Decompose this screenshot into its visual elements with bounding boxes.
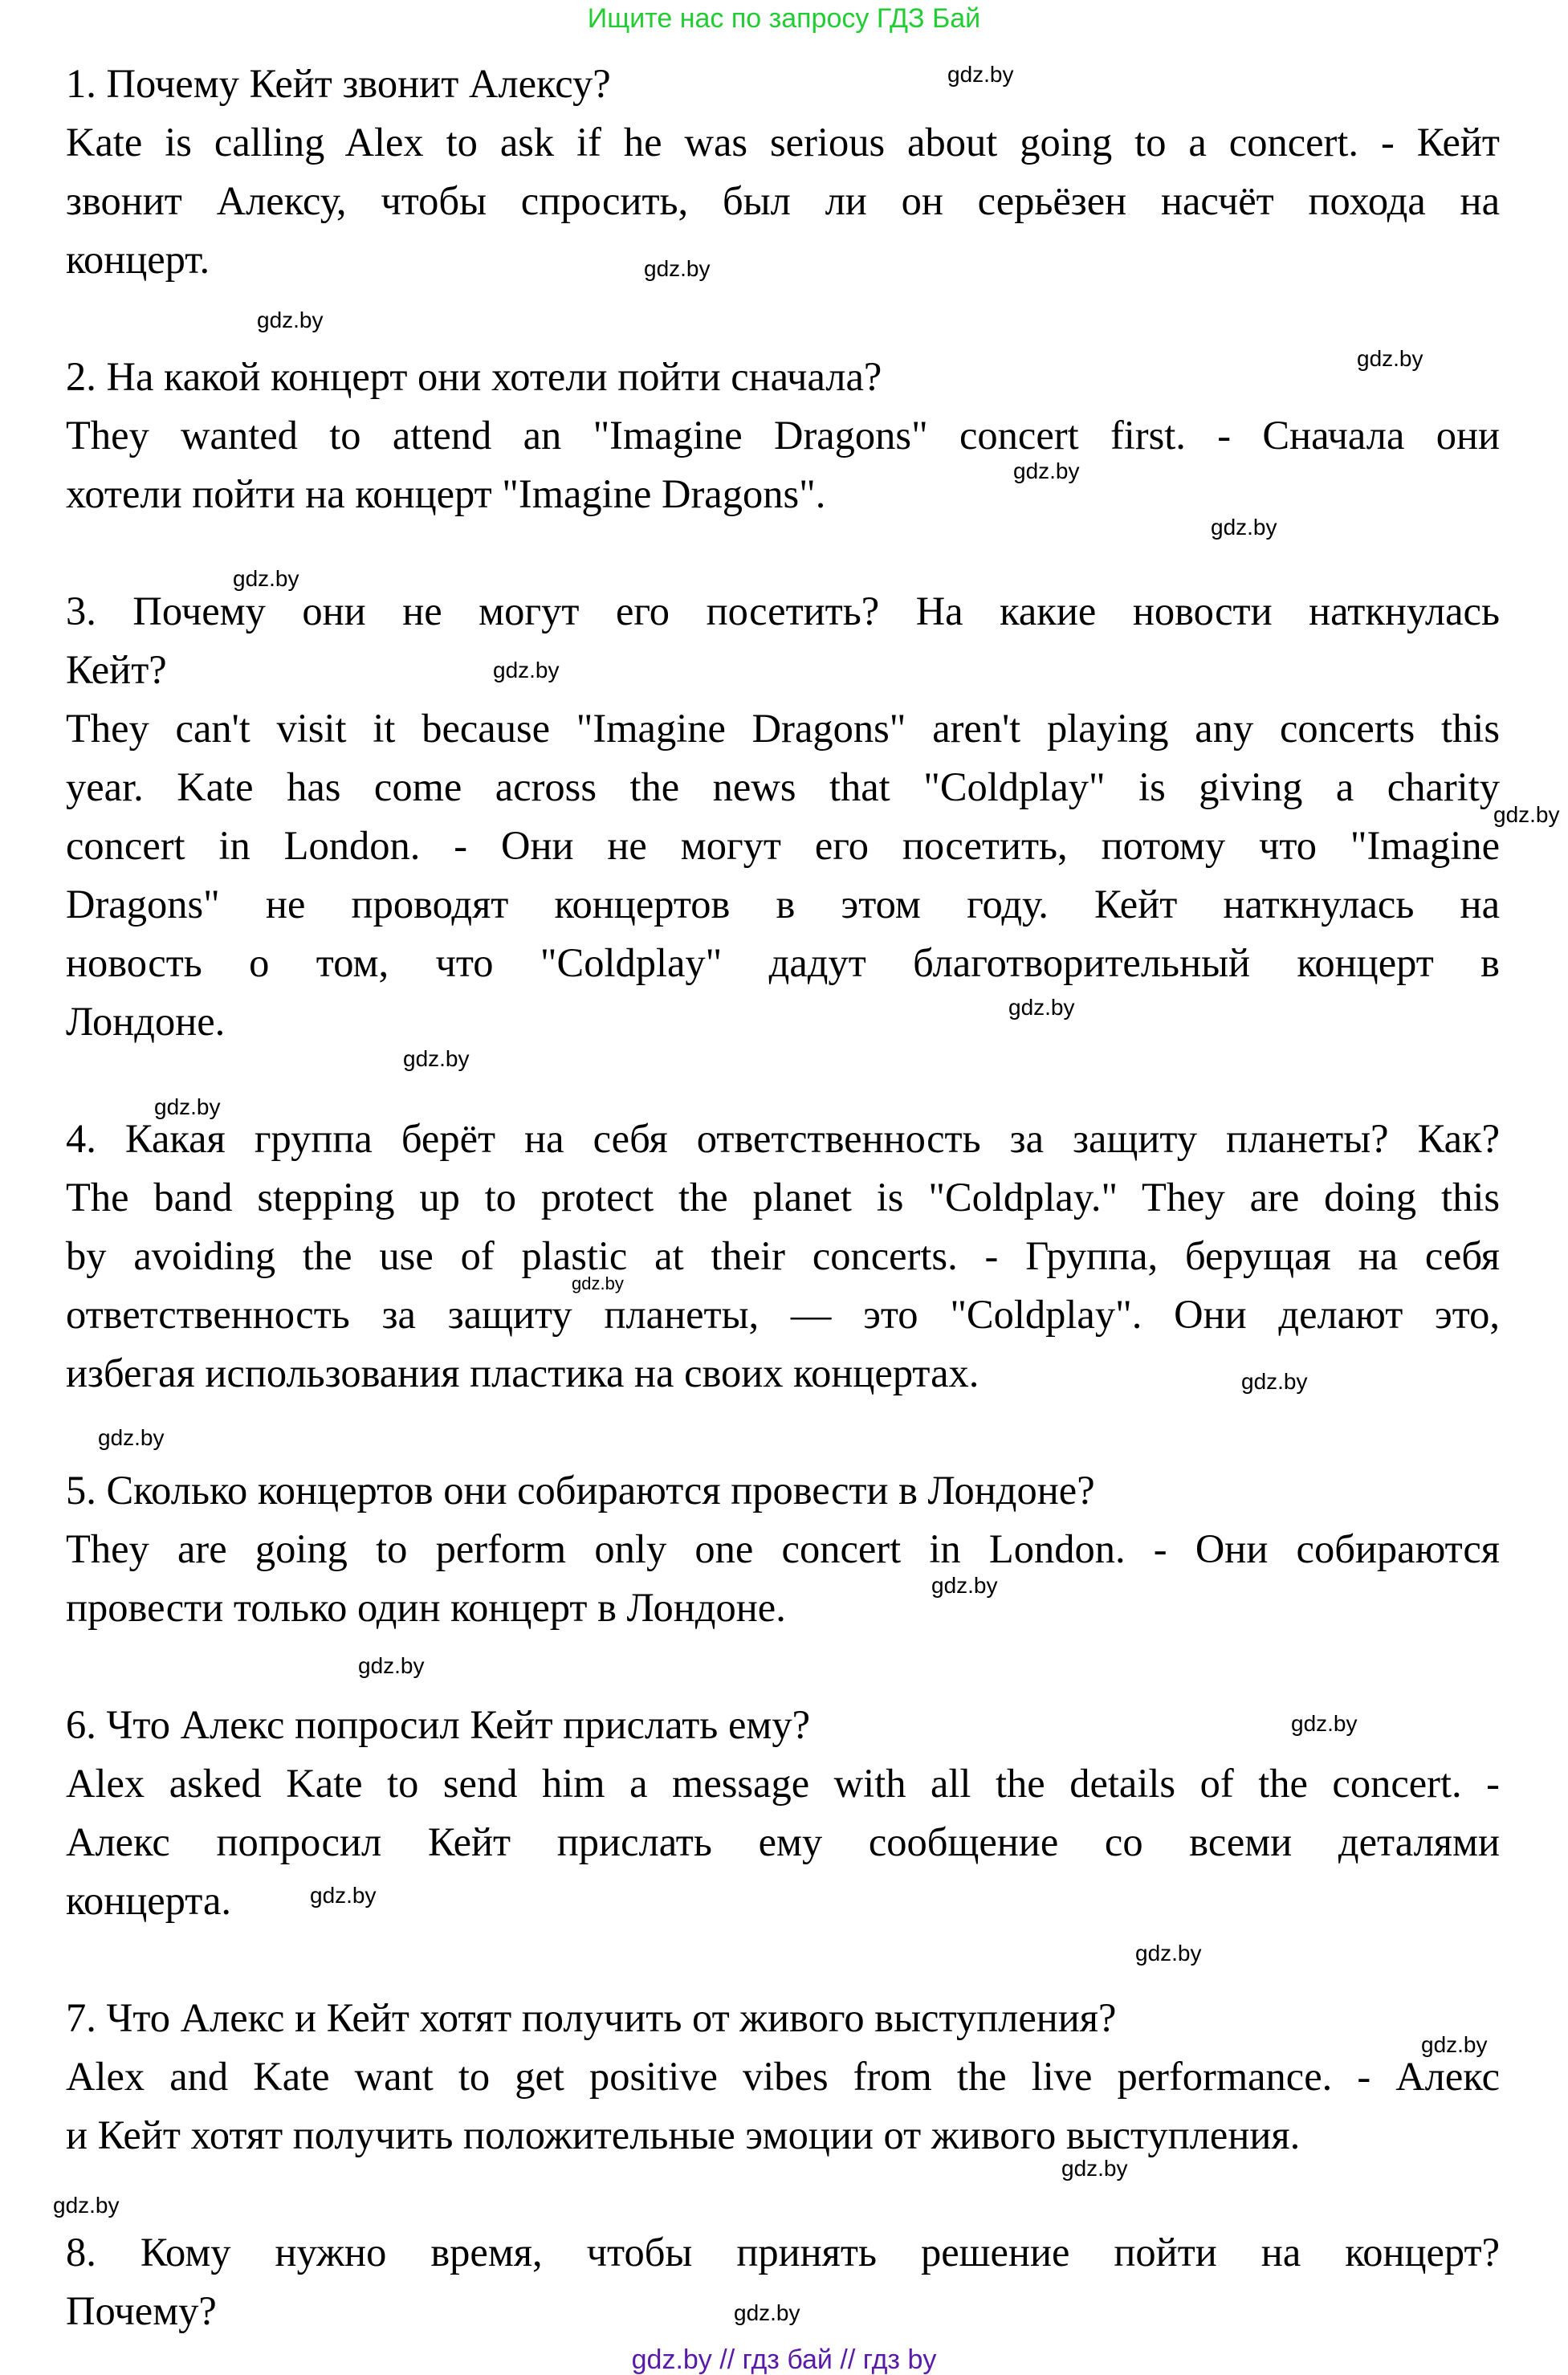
question-3-line-1: 3. Почему они не могут его посетить? На какие новости наткнулась	[66, 589, 1500, 633]
answer-7-line-1: Alex and Kate want to get positive vibes from the live performance. - Алекс	[66, 2054, 1500, 2099]
watermark: gdz.by	[1013, 458, 1080, 483]
watermark: gdz.by	[1008, 995, 1075, 1020]
watermark: gdz.by	[1291, 1711, 1358, 1736]
answer-1-line-2: звонит Алексу, чтобы спросить, был ли он серьёзен насчёт похода на	[66, 178, 1500, 223]
watermark: gdz.by	[358, 1653, 425, 1678]
answer-2-line-2: хотели пойти на концерт "Imagine Dragons".	[66, 471, 826, 516]
watermark: gdz.by	[403, 1046, 470, 1071]
answer-item-6	[66, 1696, 1500, 1930]
answer-item-2	[66, 348, 1500, 523]
answer-5-line-1: They are going to perform only one concert in London. - Они собираются	[66, 1526, 1500, 1571]
question-8-line-2: Почему?	[66, 2288, 217, 2333]
answer-4-line-2: by avoiding the use of plastic at their concerts. - Группа, берущая на себя	[66, 1233, 1500, 1278]
question-8-line-1: 8. Кому нужно время, чтобы принять решение пойти на концерт?	[66, 2230, 1500, 2275]
answer-3-line-3: concert in London. - Они не могут его посетить, потому что "Imagine	[66, 823, 1500, 868]
answer-item-1	[66, 55, 1500, 289]
watermark: gdz.by	[1211, 515, 1277, 540]
answer-item-4	[66, 1110, 1500, 1403]
watermark: gdz.by	[310, 1883, 377, 1908]
site-footer: gdz.by // гдз бай // гдз by	[631, 2344, 937, 2375]
watermark: gdz.by	[98, 1425, 165, 1450]
watermark: gdz.by	[233, 566, 299, 591]
watermark: gdz.by	[1357, 346, 1423, 371]
watermark: gdz.by	[1421, 2032, 1488, 2057]
answer-4-line-4: избегая использования пластика на своих концертах.	[66, 1350, 979, 1395]
answer-3-line-4: Dragons" не проводят концертов в этом году. Кейт наткнулась на	[66, 882, 1500, 927]
question-4: 4. Какая группа берёт на себя ответственность за защиту планеты? Как?	[66, 1116, 1500, 1161]
question-5: 5. Сколько концертов они собираются провести в Лондоне?	[66, 1468, 1095, 1513]
search-hint-banner: Ищите нас по запросу ГДЗ Бай	[587, 3, 981, 34]
answer-2-line-1: They wanted to attend an "Imagine Dragons" concert first. - Сначала они	[66, 413, 1500, 458]
answer-3-line-2: year. Kate has come across the news that "Coldplay" is giving a charity	[66, 764, 1500, 809]
watermark: gdz.by	[931, 1573, 998, 1598]
watermark: gdz.by	[493, 658, 560, 682]
answer-1-line-3: концерт.	[66, 237, 210, 282]
watermark: gdz.by	[1061, 2156, 1128, 2181]
question-3-line-2: Кейт?	[66, 647, 167, 692]
answer-6-line-1: Alex asked Kate to send him a message with all the details of the concert. -	[66, 1761, 1500, 1806]
answer-7-line-2: и Кейт хотят получить положительные эмоции от живого выступления.	[66, 2112, 1301, 2157]
question-2: 2. На какой концерт они хотели пойти сначала?	[66, 354, 882, 399]
answer-4-line-1: The band stepping up to protect the planet is "Coldplay." They are doing this	[66, 1175, 1500, 1220]
answer-4-line-3: ответственность за защиту планеты, — это "Coldplay". Они делают это,	[66, 1292, 1500, 1337]
answer-6-line-3: концерта.	[66, 1878, 231, 1923]
watermark: gdz.by	[154, 1094, 221, 1119]
answer-3-line-5: новость о том, что "Coldplay" дадут благотворительный концерт в	[66, 940, 1500, 985]
answer-item-5	[66, 1461, 1500, 1637]
watermark: gdz.by	[1135, 1941, 1202, 1966]
question-7: 7. Что Алекс и Кейт хотят получить от живого выступления?	[66, 1995, 1117, 2040]
watermark: gdz.by	[644, 256, 711, 281]
watermark: gdz.by	[734, 2300, 800, 2325]
watermark: gdz.by	[1493, 802, 1560, 827]
watermark: gdz.by	[1241, 1369, 1308, 1394]
answer-3-line-1: They can't visit it because "Imagine Dragons" aren't playing any concerts this	[66, 706, 1500, 751]
question-6: 6. Что Алекс попросил Кейт прислать ему?	[66, 1702, 811, 1747]
answer-1-line-1: Kate is calling Alex to ask if he was serious about going to a concert. - Кейт	[66, 120, 1500, 165]
answer-item-7	[66, 1989, 1500, 2165]
question-1: 1. Почему Кейт звонит Алексу?	[66, 61, 611, 106]
watermark: gdz.by	[257, 308, 324, 332]
watermark: gdz.by	[572, 1273, 624, 1293]
answer-6-line-2: Алекс попросил Кейт прислать ему сообщение со всеми деталями	[66, 1819, 1500, 1864]
answer-3-line-6: Лондоне.	[66, 999, 226, 1044]
watermark: gdz.by	[53, 2193, 120, 2218]
answer-5-line-2: провести только один концерт в Лондоне.	[66, 1585, 786, 1630]
answers-document	[66, 55, 1500, 2340]
answer-item-3	[66, 582, 1500, 1051]
watermark: gdz.by	[947, 62, 1014, 87]
